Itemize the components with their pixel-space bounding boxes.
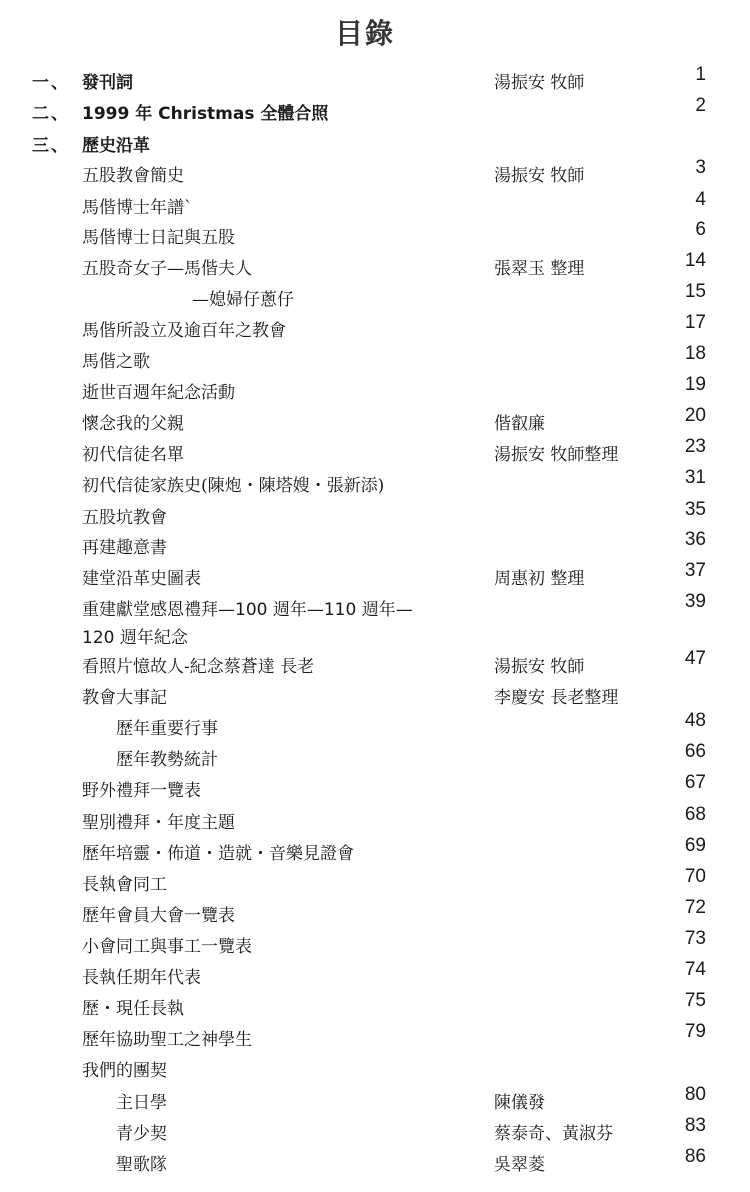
page-number: 18 xyxy=(684,343,706,364)
entry-title: 馬偕之歌 xyxy=(82,352,150,372)
toc-entry xyxy=(0,560,750,594)
entry-author: 李慶安 長老整理 xyxy=(494,688,619,708)
page-number: 19 xyxy=(684,374,706,395)
toc-entry xyxy=(0,157,750,191)
toc-entry xyxy=(0,1115,750,1149)
entry-title: 120 週年紀念 xyxy=(82,628,188,648)
page-number: 66 xyxy=(684,741,706,762)
page-number: 86 xyxy=(684,1146,706,1167)
entry-title: 初代信徒家族史(陳炮・陳塔嫂・張新添) xyxy=(82,476,385,496)
entry-title: 主日學 xyxy=(116,1093,167,1113)
entry-author: 湯振安 牧師整理 xyxy=(494,445,619,465)
entry-author: 偕叡廉 xyxy=(494,414,545,434)
entry-author: 湯振安 牧師 xyxy=(494,73,585,93)
entry-title: 建堂沿革史圖表 xyxy=(82,569,201,589)
page-number: 80 xyxy=(684,1084,706,1105)
toc-entry xyxy=(0,1084,750,1118)
page-number: 14 xyxy=(684,250,706,271)
toc-entry xyxy=(0,1056,750,1086)
entry-title: 長執任期年代表 xyxy=(82,968,201,988)
page-number: 74 xyxy=(684,959,706,980)
toc-entry xyxy=(0,710,750,744)
toc-entry xyxy=(0,683,750,713)
toc-entry xyxy=(0,499,750,533)
entry-title: 馬偕博士日記與五股 xyxy=(82,228,235,248)
toc-section-row xyxy=(0,64,750,98)
page-title: 目錄 xyxy=(334,17,395,50)
entry-title: 歷年教勢統計 xyxy=(116,750,218,770)
page-number: 23 xyxy=(684,436,706,457)
page-number: 36 xyxy=(684,529,706,550)
entry-title: 重建獻堂感恩禮拜—100 週年—110 週年— xyxy=(82,600,413,620)
entry-author: 湯振安 牧師 xyxy=(494,657,585,677)
section-title: 發刊詞 xyxy=(82,73,133,93)
page-number: 15 xyxy=(684,281,706,302)
toc-section-row xyxy=(0,131,750,161)
entry-title: 看照片憶故人-紀念蔡蒼達 長老 xyxy=(82,657,315,677)
toc-entry xyxy=(0,591,750,625)
toc-entry xyxy=(0,928,750,962)
page-number: 2 xyxy=(695,95,706,116)
page-number: 31 xyxy=(684,467,706,488)
entry-title: 長執會同工 xyxy=(82,875,167,895)
page-number: 48 xyxy=(684,710,706,731)
entry-title: 五股奇女子—馬偕夫人 xyxy=(82,259,252,279)
section-number: 二、 xyxy=(32,104,70,124)
entry-author: 周惠初 整理 xyxy=(494,569,585,589)
entry-title: 聖歌隊 xyxy=(116,1155,167,1175)
entry-title: 教會大事記 xyxy=(82,688,167,708)
toc-entry xyxy=(0,436,750,470)
section-title: 1999 年 Christmas 全體合照 xyxy=(82,104,329,124)
page-number: 47 xyxy=(684,648,706,669)
page-number: 67 xyxy=(684,772,706,793)
page-number: 70 xyxy=(684,866,706,887)
toc-entry xyxy=(0,866,750,900)
toc-entry xyxy=(0,405,750,439)
entry-author: 張翠玉 整理 xyxy=(494,259,585,279)
toc-entry xyxy=(0,529,750,563)
toc-entry xyxy=(0,1021,750,1055)
toc-entry xyxy=(0,990,750,1024)
section-number: 三、 xyxy=(32,136,70,156)
page-number: 4 xyxy=(695,189,706,210)
toc-entry xyxy=(0,897,750,931)
page-number: 3 xyxy=(695,157,706,178)
entry-title: 歷年培靈・佈道・造就・音樂見證會 xyxy=(82,844,354,864)
toc-entry xyxy=(0,219,750,253)
page-number: 73 xyxy=(684,928,706,949)
toc-entry xyxy=(0,467,750,501)
entry-author: 陳儀發 xyxy=(494,1093,545,1113)
entry-title: —媳婦仔蔥仔 xyxy=(192,290,294,310)
toc-entry xyxy=(0,189,750,223)
toc-section-row xyxy=(0,95,750,129)
toc-entry xyxy=(0,312,750,346)
toc-entry xyxy=(0,804,750,838)
entry-title: 歷・現任長執 xyxy=(82,999,184,1019)
entry-title: 聖別禮拜・年度主題 xyxy=(82,813,235,833)
toc-entry xyxy=(0,250,750,284)
page-number: 68 xyxy=(684,804,706,825)
entry-title: 野外禮拜一覽表 xyxy=(82,781,201,801)
toc-entry xyxy=(0,343,750,377)
toc-entry xyxy=(0,772,750,806)
entry-author: 湯振安 牧師 xyxy=(494,166,585,186)
page-number: 75 xyxy=(684,990,706,1011)
page-number: 37 xyxy=(684,560,706,581)
toc-entry xyxy=(0,959,750,993)
toc-entry xyxy=(0,281,750,315)
page-number: 17 xyxy=(684,312,706,333)
entry-title: 逝世百週年紀念活動 xyxy=(82,383,235,403)
page-number: 83 xyxy=(684,1115,706,1136)
page-number: 39 xyxy=(684,591,706,612)
page-number: 69 xyxy=(684,835,706,856)
toc-entry xyxy=(0,741,750,775)
toc-entry xyxy=(0,835,750,869)
entry-title: 五股教會簡史 xyxy=(82,166,184,186)
entry-author: 吳翠菱 xyxy=(494,1155,545,1175)
entry-title: 小會同工與事工一覽表 xyxy=(82,937,252,957)
page-number: 35 xyxy=(684,499,706,520)
entry-title: 歷年重要行事 xyxy=(116,719,218,739)
page-number: 6 xyxy=(695,219,706,240)
section-title: 歷史沿革 xyxy=(82,136,150,156)
entry-title: 五股坑教會 xyxy=(82,508,167,528)
toc-entry xyxy=(0,648,750,682)
page-number: 79 xyxy=(684,1021,706,1042)
entry-title: 懷念我的父親 xyxy=(82,414,184,434)
entry-title: 初代信徒名單 xyxy=(82,445,184,465)
entry-title: 歷年會員大會一覽表 xyxy=(82,906,235,926)
toc-entry xyxy=(0,1146,750,1180)
toc-entry xyxy=(0,374,750,408)
entry-title: 歷年協助聖工之神學生 xyxy=(82,1030,252,1050)
toc-entry xyxy=(0,623,750,653)
entry-title: 我們的團契 xyxy=(82,1061,167,1081)
entry-title: 馬偕所設立及逾百年之教會 xyxy=(82,321,286,341)
page-number: 1 xyxy=(695,64,706,85)
page-number: 72 xyxy=(684,897,706,918)
section-number: 一、 xyxy=(32,73,70,93)
entry-title: 馬偕博士年譜` xyxy=(82,198,193,218)
entry-author: 蔡泰奇、黃淑芬 xyxy=(494,1124,613,1144)
entry-title: 青少契 xyxy=(116,1124,167,1144)
page-number: 20 xyxy=(684,405,706,426)
entry-title: 再建趣意書 xyxy=(82,538,167,558)
